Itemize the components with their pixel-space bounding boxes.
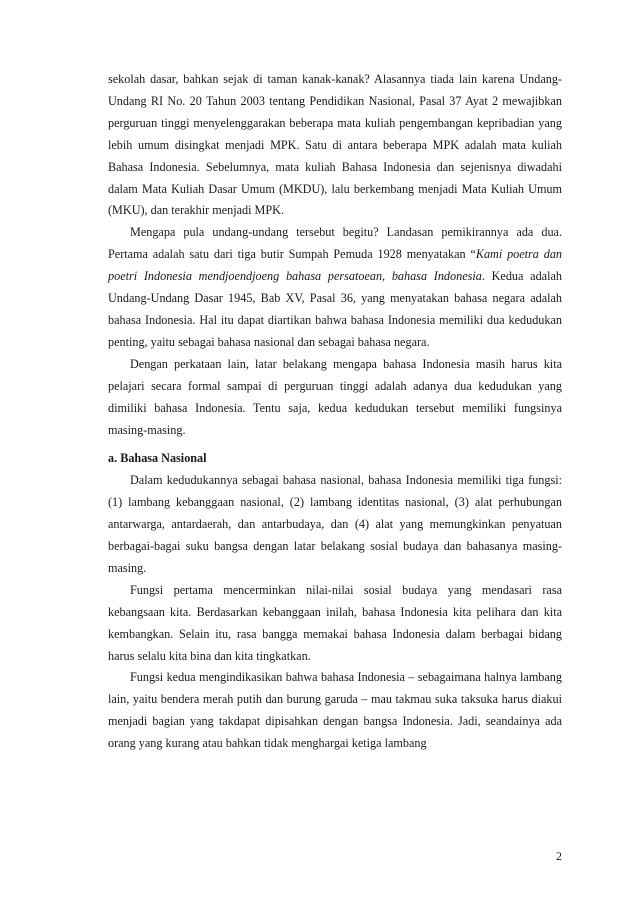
page-content <box>108 69 562 755</box>
section-paragraph-1: Dalam kedudukannya sebagai bahasa nasional, bahasa Indonesia memiliki tiga fungsi: (1) lambang kebanggaan nasional, (2) lambang identitas nasional, (3) alat perhubungan antarwarga, antardaerah, dan antarbudaya, dan (4) alat yang memungkinkan penyatuan berbagai-bagai suku bangsa dengan latar belakang sosial budaya dan bahasanya masing-masing. <box>108 473 562 575</box>
section-paragraph-2: Fungsi pertama mencerminkan nilai-nilai sosial budaya yang mendasari rasa kebangsaan kita. Berdasarkan kebanggaan inilah, bahasa Indonesia kita pelihara dan kita kembangkan. Selain itu, rasa bangga memakai bahasa Indonesia dalam berbagai bidang harus selalu kita bina dan kita tingkatkan. <box>108 582 562 663</box>
paragraph-2-text-before: Mengapa pula undang-undang tersebut begitu? Landasan pemikirannya ada dua. Pertama adalah satu dari tiga butir Sumpah Pemuda 1928 menyatakan “ <box>108 225 562 262</box>
paragraph-3: Dengan perkataan lain, latar belakang mengapa bahasa Indonesia masih harus kita pelajari secara formal sampai di perguruan tinggi adalah adanya dua kedudukan yang dimiliki bahasa Indonesia. Tentu saja, kedua kedudukan tersebut memiliki fungsinya masing-masing. <box>108 356 562 437</box>
section-heading: a. Bahasa Nasional <box>108 451 207 466</box>
sumpah-pemuda-quote: Kami poetra dan poetri Indonesia mendjoendjoeng bahasa persatoean, bahasa Indonesia <box>108 247 563 284</box>
paragraph-1: sekolah dasar, bahkan sejak di taman kanak-kanak? Alasannya tiada lain karena Undang-Undang RI No. 20 Tahun 2003 tentang Pendidikan Nasional, Pasal 37 Ayat 2 mewajibkan perguruan tinggi menyelenggarakan beberapa mata kuliah pengembangan kepribadian yang lebih umum disingkat menjadi MPK. Satu di antara beberapa MPK adalah mata kuliah Bahasa Indonesia. Sebelumnya, mata kuliah Bahasa Indonesia dan sejenisnya diwadahi dalam Mata Kuliah Dasar Umum (MKDU), lalu berkembang menjadi Mata Kuliah Umum (MKU), dan terakhir menjadi MPK. <box>108 72 562 218</box>
paragraph-2 <box>108 222 562 353</box>
paragraph-2-text-after: . Kedua adalah Undang-Undang Dasar 1945, Bab XV, Pasal 36, yang menyatakan bahasa negara adalah bahasa Indonesia. Hal itu dapat diartikan bahwa bahasa Indonesia memiliki dua kedudukan penting, yaitu sebagai bahasa nasional dan sebagai bahasa negara. <box>108 269 562 349</box>
page-number: 2 <box>556 849 562 863</box>
section-paragraph-3: Fungsi kedua mengindikasikan bahwa bahasa Indonesia – sebagaimana halnya lambang lain, yaitu bendera merah putih dan burung garuda – mau takmau suka taksuka harus diakui menjadi bagian yang takdapat dipisahkan dengan bangsa Indonesia. Jadi, seandainya ada orang yang kurang atau bahkan tidak menghargai ketiga lambang <box>108 670 562 751</box>
